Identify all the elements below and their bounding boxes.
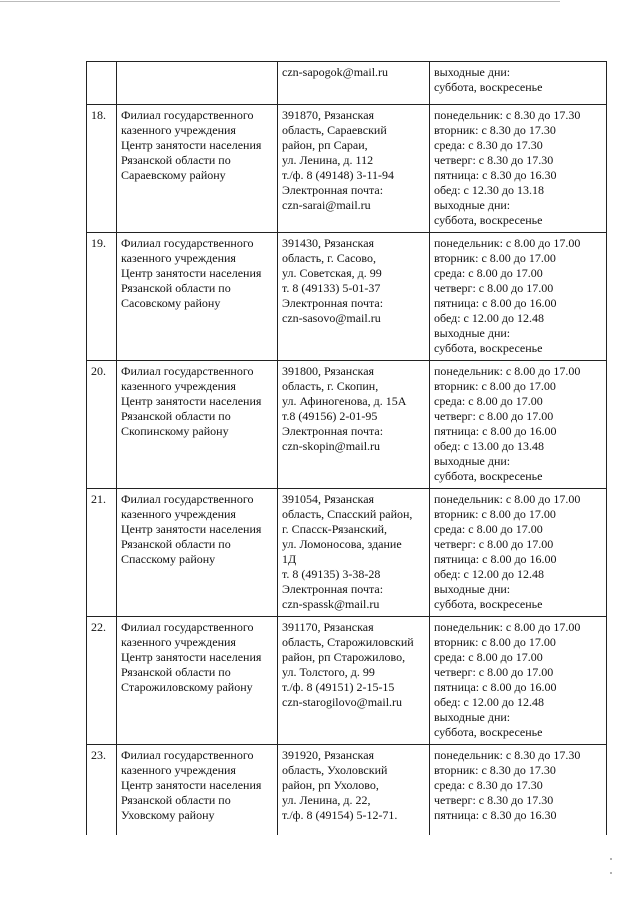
scan-artifact-dot (610, 858, 612, 860)
row-number: 18. (87, 105, 117, 233)
branch-name: Филиал государственного казенного учреждения Центр занятости населения Рязанской области по Спасскому району (117, 489, 278, 617)
row-number: 22. (87, 617, 117, 745)
branch-schedule: понедельник: с 8.30 до 17.30 вторник: с 8.30 до 17.30 среда: с 8.30 до 17.30 четверг: с 8.30 до 17.30 пятница: с 8.30 до 16.30 обед: с 12.30 до 13.18 выходные дни: суббота, воскресенье (430, 105, 607, 233)
branch-name (117, 62, 278, 105)
branch-name: Филиал государственного казенного учреждения Центр занятости населения Рязанской области по Скопинскому району (117, 361, 278, 489)
table-row (87, 745, 607, 835)
row-number: 23. (87, 745, 117, 835)
table-row (87, 489, 607, 617)
branch-contacts: 391870, Рязанская область, Сараевский район, рп Сараи, ул. Ленина, д. 112 т./ф. 8 (49148) 3-11-94 Электронная почта: czn-sarai@mail.ru (278, 105, 430, 233)
branch-contacts: 391430, Рязанская область, г. Сасово, ул. Советская, д. 99 т. 8 (49133) 5-01-37 Электронная почта: czn-sasovo@mail.ru (278, 233, 430, 361)
row-number: 20. (87, 361, 117, 489)
branch-contacts: 391800, Рязанская область, г. Скопин, ул. Афиногенова, д. 15А т.8 (49156) 2-01-95 Электронная почта: czn-skopin@mail.ru (278, 361, 430, 489)
branch-schedule: понедельник: с 8.00 до 17.00 вторник: с 8.00 до 17.00 среда: с 8.00 до 17.00 четверг: с 8.00 до 17.00 пятница: с 8.00 до 16.00 обед: с 13.00 до 13.48 выходные дни: суббота, воскресенье (430, 361, 607, 489)
branch-contacts: czn-sapogok@mail.ru (278, 62, 430, 105)
branch-name: Филиал государственного казенного учреждения Центр занятости населения Рязанской области по Старожиловскому району (117, 617, 278, 745)
employment-centers-table (86, 61, 607, 835)
table-row (87, 233, 607, 361)
scan-artifact-line (0, 1, 560, 2)
scan-artifact-dot (610, 872, 612, 874)
branch-contacts: 391920, Рязанская область, Ухоловский район, рп Ухолово, ул. Ленина, д. 22, т./ф. 8 (49154) 5-12-71. (278, 745, 430, 835)
branch-schedule: понедельник: с 8.00 до 17.00 вторник: с 8.00 до 17.00 среда: с 8.00 до 17.00 четверг: с 8.00 до 17.00 пятница: с 8.00 до 16.00 обед: с 12.00 до 12.48 выходные дни: суббота, воскресенье (430, 617, 607, 745)
branch-schedule: выходные дни: суббота, воскресенье (430, 62, 607, 105)
branch-schedule: понедельник: с 8.00 до 17.00 вторник: с 8.00 до 17.00 среда: с 8.00 до 17.00 четверг: с 8.00 до 17.00 пятница: с 8.00 до 16.00 обед: с 12.00 до 12.48 выходные дни: суббота, воскресенье (430, 233, 607, 361)
table-row (87, 105, 607, 233)
row-number: 19. (87, 233, 117, 361)
branch-name: Филиал государственного казенного учреждения Центр занятости населения Рязанской области по Уховскому району (117, 745, 278, 835)
row-number: 21. (87, 489, 117, 617)
branch-contacts: 391054, Рязанская область, Спасский район, г. Спасск-Рязанский, ул. Ломоносова, здание 1Д т. 8 (49135) 3-38-28 Электронная почта: czn-spassk@mail.ru (278, 489, 430, 617)
branch-name: Филиал государственного казенного учреждения Центр занятости населения Рязанской области по Сараевскому району (117, 105, 278, 233)
branch-schedule: понедельник: с 8.00 до 17.00 вторник: с 8.00 до 17.00 среда: с 8.00 до 17.00 четверг: с 8.00 до 17.00 пятница: с 8.00 до 16.00 обед: с 12.00 до 12.48 выходные дни: суббота, воскресенье (430, 489, 607, 617)
branch-contacts: 391170, Рязанская область, Старожиловский район, рп Старожилово, ул. Толстого, д. 99 т./ф. 8 (49151) 2-15-15 czn-starogilovo@mail.ru (278, 617, 430, 745)
branch-name: Филиал государственного казенного учреждения Центр занятости населения Рязанской области по Сасовскому району (117, 233, 278, 361)
branch-schedule: понедельник: с 8.30 до 17.30 вторник: с 8.30 до 17.30 среда: с 8.30 до 17.30 четверг: с 8.30 до 17.30 пятница: с 8.30 до 16.30 (430, 745, 607, 835)
table-row (87, 617, 607, 745)
row-number (87, 62, 117, 105)
table-row (87, 361, 607, 489)
table-row (87, 62, 607, 105)
